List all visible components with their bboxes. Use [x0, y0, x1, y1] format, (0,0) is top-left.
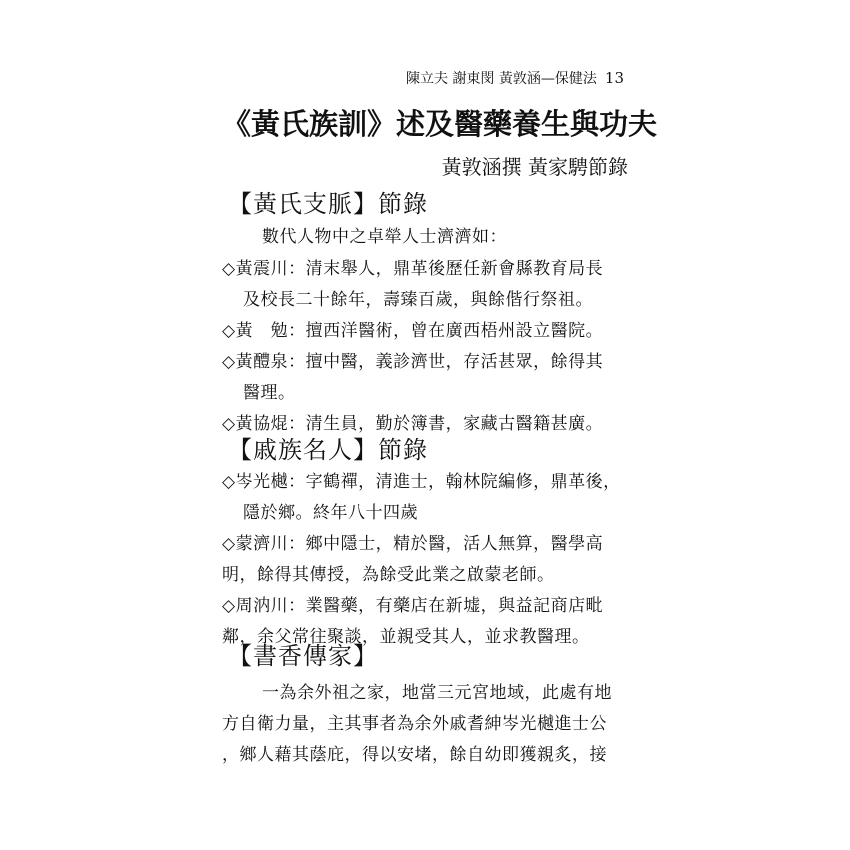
list-item-line: ◇黃 勉：擅西洋醫術，曾在廣西梧州設立醫院。 [222, 321, 604, 341]
list-item-continuation: 醫理。 [243, 383, 296, 403]
list-item-line: ◇蒙濟川：鄉中隱士，精於醫，活人無算，醫學高 [222, 534, 604, 554]
paragraph-line: ，鄉人藉其蔭庇，得以安堵，餘自幼即獲親炙，接 [222, 745, 607, 765]
paragraph-line: 方自衛力量，主其事者為余外戚耆紳岑光樾進士公 [222, 714, 607, 734]
list-item-line: ◇黃協焜：清生員，勤於簿書，家藏古醫籍甚廣。 [222, 414, 604, 434]
list-item-line: ◇黃震川：清末舉人，鼎革後歷任新會縣教育局長 [222, 259, 604, 279]
list-item-line: ◇周汭川：業醫藥，有藥店在新墟，與益記商店毗 [222, 596, 604, 616]
running-head-authors: 陳立夫 謝東閔 黃敦涵—保健法 [406, 71, 597, 87]
section-heading-scholarly-family: 【書香傳家】 [228, 642, 378, 670]
list-item-continuation: 鄰，余父常往聚談，並親受其人，並求教醫理。 [222, 627, 590, 647]
list-item-line: ◇黃醴泉：擅中醫，義診濟世，存活甚眾，餘得其 [222, 352, 604, 372]
paragraph-line: 數代人物中之卓犖人士濟濟如： [262, 227, 507, 247]
page-number: 13 [604, 69, 624, 87]
list-item-continuation: 明，餘得其傳授，為餘受此業之啟蒙老師。 [222, 565, 555, 585]
byline: 黃敦涵撰 黃家騁節錄 [441, 155, 628, 179]
list-item-continuation: 及校長二十餘年，壽臻百歲，與餘偕行祭祖。 [243, 290, 593, 310]
section-heading-relatives: 【戚族名人】節錄 [228, 436, 428, 464]
section-heading-huang-branch: 【黃氏支脈】節錄 [228, 190, 428, 218]
document-title: 《黃氏族訓》述及醫藥養生與功夫 [222, 107, 658, 141]
list-item-line: ◇岑光樾：字鶴禪，清進士，翰林院編修，鼎革後， [222, 472, 621, 492]
paragraph-line: 一為余外祖之家，地當三元宮地域，此處有地 [262, 683, 612, 703]
list-item-continuation: 隱於鄉。終年八十四歲 [243, 503, 418, 523]
running-head [406, 68, 624, 88]
